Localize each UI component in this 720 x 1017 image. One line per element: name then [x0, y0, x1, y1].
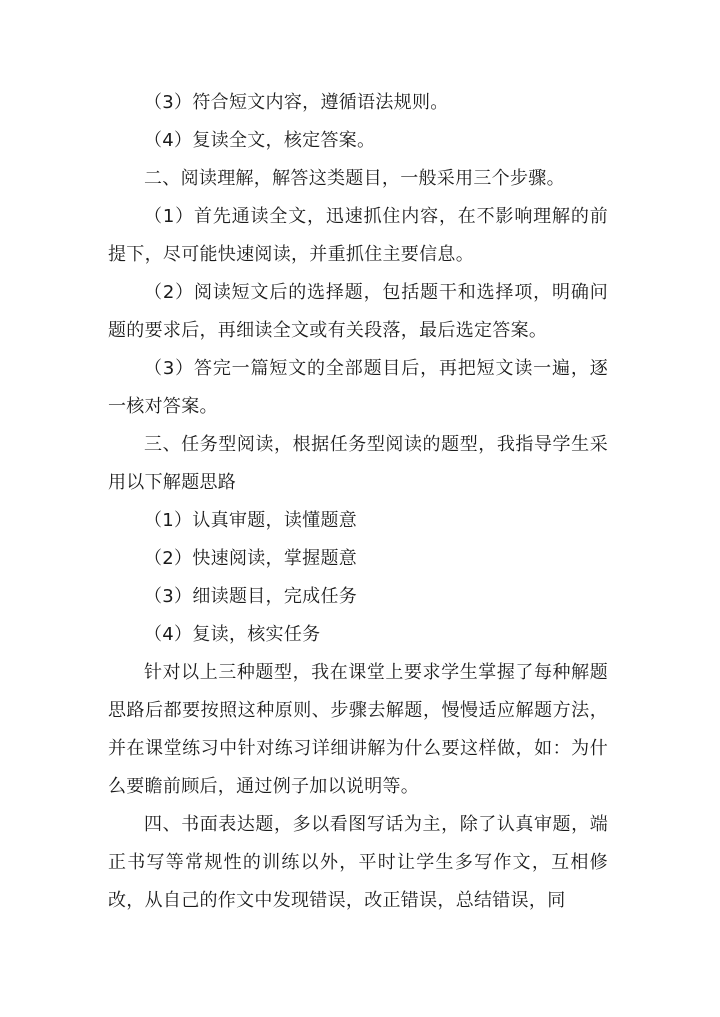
paragraph-item-3-grammar: （3）符合短文内容，遵循语法规则。	[144, 92, 449, 113]
paragraph-section-task-reading: 三、任务型阅读，根据任务型阅读的题型，我指导学生采用以下解题思路	[108, 434, 608, 493]
paragraph-task-step-4: （4）复读，核实任务	[144, 624, 321, 645]
paragraph-teaching-summary: 针对以上三种题型，我在课堂上要求学生掌握了每种解题思路后都要按照这种原则、步骤去解题，慢慢适应解题方法，并在课堂练习中针对练习详细讲解为什么要这样做，如：为什么要瞻前顾后，通过例子加以说明等。	[108, 662, 608, 797]
paragraph-reading-step-3: （3）答完一篇短文的全部题目后，再把短文读一遍，逐一核对答案。	[108, 358, 608, 417]
paragraph-task-step-1: （1）认真审题，读懂题意	[144, 510, 358, 531]
paragraph-section-reading-comprehension: 二、阅读理解，解答这类题目，一般采用三个步骤。	[144, 168, 565, 189]
document-body	[108, 84, 608, 920]
paragraph-section-writing: 四、书面表达题，多以看图写话为主，除了认真审题，端正书写等常规性的训练以外，平时让学生多写作文，互相修改，从自己的作文中发现错误，改正错误，总结错误，同	[108, 814, 608, 911]
paragraph-reading-step-1: （1）首先通读全文，迅速抓住内容，在不影响理解的前提下，尽可能快速阅读，并重抓住主要信息。	[108, 206, 608, 265]
paragraph-reading-step-2: （2）阅读短文后的选择题，包括题干和选择项，明确问题的要求后，再细读全文或有关段落，最后选定答案。	[108, 282, 608, 341]
paragraph-task-step-3: （3）细读题目，完成任务	[144, 586, 358, 607]
paragraph-task-step-2: （2）快速阅读，掌握题意	[144, 548, 358, 569]
paragraph-item-4-review: （4）复读全文，核定答案。	[144, 130, 376, 151]
